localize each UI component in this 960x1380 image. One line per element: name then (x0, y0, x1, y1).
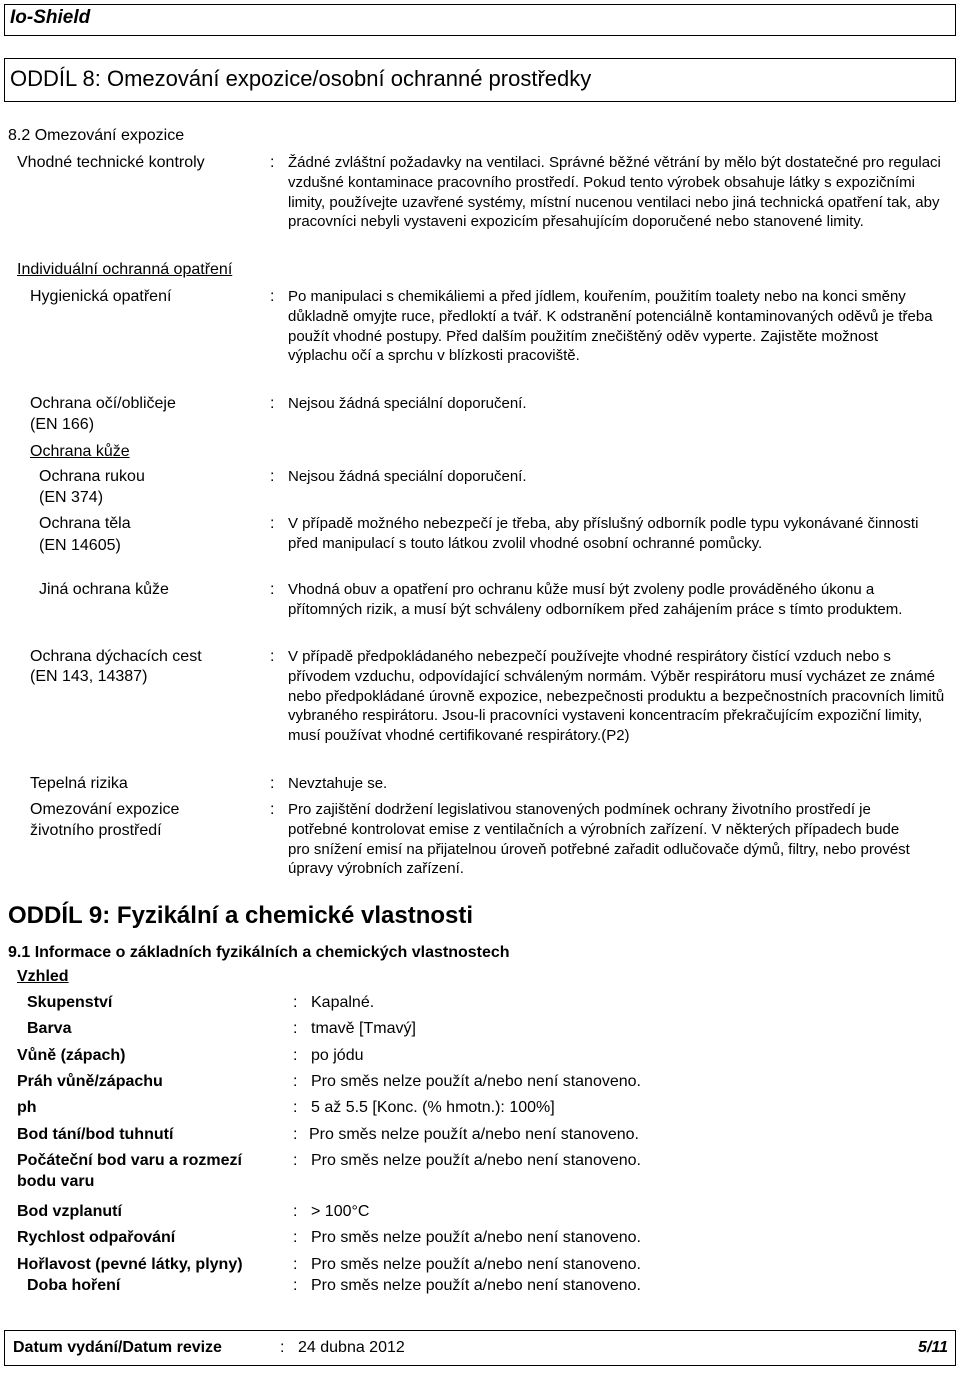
boiling-point-label: Počáteční bod varu a rozmezí (17, 1152, 242, 1169)
eye-protection-value: Nejsou žádná speciální doporučení. (288, 395, 527, 412)
colon: : (293, 1126, 298, 1143)
colon: : (293, 994, 298, 1011)
individual-protection-heading: Individuální ochranná opatření (17, 261, 233, 278)
hand-protection-standard: (EN 374) (39, 489, 104, 506)
hygiene-value: Po manipulaci s chemikáliemi a před jídlem, kouřením, použitím toalety nebo na konci směny důkladně omyjte ruce, předloktí a tvář. K odstranění potenciálně kontaminovaných oděvů je třeba použít vhodné postupy. Před dalším použitím znečištěný oděv vyperte. Zajistěte možnost výplachu očí a sprchu v blízkosti pracoviště. (288, 288, 933, 365)
odour-threshold-value: Pro směs nelze použít a/nebo není stanoveno. (311, 1073, 641, 1090)
body-protection-label: Ochrana těla (39, 515, 131, 532)
melting-point-value: Pro směs nelze použít a/nebo není stanoveno. (309, 1126, 639, 1143)
hand-protection-label: Ochrana rukou (39, 468, 145, 485)
boiling-point-value: Pro směs nelze použít a/nebo není stanoveno. (311, 1152, 641, 1169)
body-protection-standard: (EN 14605) (39, 537, 121, 554)
environmental-exposure-label-2: životního prostředí (30, 822, 162, 839)
colon: : (270, 581, 275, 598)
color-value: tmavě [Tmavý] (311, 1020, 416, 1037)
evaporation-rate-value: Pro směs nelze použít a/nebo není stanoveno. (311, 1229, 641, 1246)
physical-state-label: Skupenství (27, 994, 113, 1011)
other-skin-protection-value: Vhodná obuv a opatření pro ochranu kůže musí být zvoleny podle prováděného úkonu a přítomných rizik, a musí být schváleny odborníkem před zahájením práce s tímto produktem. (288, 581, 903, 618)
colon: : (270, 468, 275, 485)
section8-title: ODDÍL 8: Omezování expozice/osobní ochranné prostředky (10, 66, 592, 91)
environmental-exposure-label: Omezování expozice (30, 801, 180, 818)
colon: : (270, 515, 275, 532)
flash-point-label: Bod vzplanutí (17, 1203, 122, 1220)
color-label: Barva (27, 1020, 72, 1037)
issue-date-value: 24 dubna 2012 (298, 1339, 405, 1356)
odour-label: Vůně (zápach) (17, 1047, 126, 1064)
product-name: Io-Shield (10, 7, 91, 28)
respiratory-protection-label: Ochrana dýchacích cest (30, 648, 202, 665)
other-skin-protection-label: Jiná ochrana kůže (39, 581, 169, 598)
page-number: 5/11 (918, 1339, 948, 1356)
colon: : (270, 395, 275, 412)
colon: : (293, 1099, 298, 1116)
flash-point-value: > 100°C (311, 1203, 370, 1220)
colon: : (293, 1229, 298, 1246)
evaporation-rate-label: Rychlost odpařování (17, 1229, 176, 1246)
skin-protection-heading: Ochrana kůže (30, 443, 130, 460)
colon: : (270, 154, 275, 171)
hand-protection-value: Nejsou žádná speciální doporučení. (288, 468, 527, 485)
physical-state-value: Kapalné. (311, 994, 375, 1011)
colon: : (293, 1020, 298, 1037)
colon: : (270, 775, 275, 792)
ph-label: ph (17, 1099, 37, 1116)
flammability-label: Hořlavost (pevné látky, plyny) (17, 1256, 243, 1273)
hygiene-label: Hygienická opatření (30, 288, 172, 305)
colon: : (280, 1339, 285, 1356)
colon: : (293, 1256, 298, 1273)
colon: : (270, 288, 275, 305)
colon: : (293, 1152, 298, 1169)
technical-controls-label: Vhodné technické kontroly (17, 154, 205, 171)
colon: : (293, 1277, 298, 1294)
environmental-exposure-value: Pro zajištění dodržení legislativou stanovených podmínek ochrany životního prostředí je potřebné kontrolovat emise z ventilačních a výrobních zařízení. V některých případech bude pro snížení emisí na přijatelnou úroveň potřebné zařadit odlučovače dýmů, filtry, nebo provést úpravy výrobních zařízení. (288, 801, 910, 878)
odour-threshold-label: Práh vůně/zápachu (17, 1073, 163, 1090)
body-protection-value: V případě možného nebezpečí je třeba, aby příslušný odborník podle typu vykonávané činnosti před manipulací s touto látkou zvolil vhodné osobní ochranné pomůcky. (288, 515, 919, 552)
issue-date-label: Datum vydání/Datum revize (13, 1339, 222, 1356)
thermal-hazards-label: Tepelná rizika (30, 775, 128, 792)
subsection-8-2: 8.2 Omezování expozice (8, 127, 185, 144)
respiratory-protection-standard: (EN 143, 14387) (30, 668, 148, 685)
respiratory-protection-value: V případě předpokládaného nebezpečí používejte vhodné respirátory čistící vzduch nebo s přívodem vzduchu, odpovídající schváleným normám. Výběr respirátoru musí vycházet ze známé nebo předpokládané úrovně expozice, nebezpečnosti produktu a bezpečnostních pracovních limitů vybraného respirátoru. Jsou-li pracovníci vystaveni koncentracím překračujícím expoziční limity, musí používat vhodné certifikované respirátory.(P2) (288, 648, 945, 745)
colon: : (270, 801, 275, 818)
flammability-value: Pro směs nelze použít a/nebo není stanoveno. (311, 1256, 641, 1273)
eye-protection-standard: (EN 166) (30, 416, 95, 433)
thermal-hazards-value: Nevztahuje se. (288, 775, 388, 792)
subsection-9-1: 9.1 Informace o základních fyzikálních a chemických vlastnostech (8, 944, 510, 961)
burning-time-label: Doba hoření (27, 1277, 121, 1294)
colon: : (270, 648, 275, 665)
boiling-point-label-2: bodu varu (17, 1173, 95, 1190)
odour-value: po jódu (311, 1047, 364, 1064)
colon: : (293, 1203, 298, 1220)
section9-title: ODDÍL 9: Fyzikální a chemické vlastnosti (8, 902, 474, 929)
burning-time-value: Pro směs nelze použít a/nebo není stanoveno. (311, 1277, 641, 1294)
header-box (4, 4, 956, 36)
melting-point-label: Bod tání/bod tuhnutí (17, 1126, 174, 1143)
ph-value: 5 až 5.5 [Konc. (% hmotn.): 100%] (311, 1099, 555, 1116)
colon: : (293, 1047, 298, 1064)
colon: : (293, 1073, 298, 1090)
technical-controls-value: Žádné zvláštní požadavky na ventilaci. Správné běžné větrání by mělo být dostatečné pro regulaci vzdušné kontaminace pracovního prostředí. Pokud tento výrobek obsahuje látky s expozičními limity, používejte uzavřené systémy, místní nucenou ventilaci nebo jiná technická opatření tak, aby pracovníci nebyli vystaveni expozicím přesahujícím doporučené nebo stanovené limity. (288, 154, 941, 231)
appearance-heading: Vzhled (17, 968, 69, 985)
eye-protection-label: Ochrana očí/obličeje (30, 395, 176, 412)
